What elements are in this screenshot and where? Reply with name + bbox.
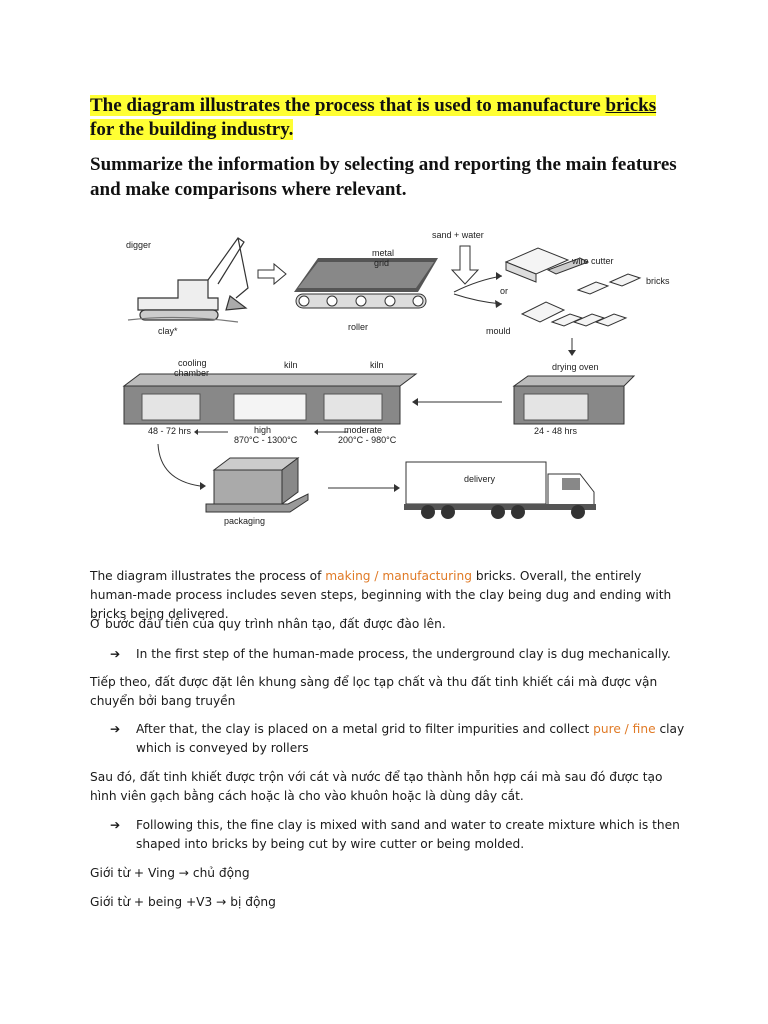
label-sand-water: sand + water	[432, 230, 484, 240]
label-moderate-temp: 200°C - 980°C	[338, 435, 397, 445]
task-prompt: Summarize the information by selecting and reporting the main features and make comparisons where relevant.	[90, 154, 677, 200]
label-grid: grid	[374, 258, 390, 268]
arrow-to-mould	[454, 294, 502, 304]
label-high-temp: 870°C - 1300°C	[234, 435, 298, 445]
label-high: high	[254, 425, 272, 435]
label-cooling-time: 48 - 72 hrs	[148, 426, 192, 436]
task-heading	[90, 94, 690, 142]
grammar-note-active: Giới từ + Ving → chủ động	[90, 866, 250, 880]
heading-line-1	[90, 95, 656, 116]
arrow-head-6	[314, 429, 318, 435]
arrow-head-7	[200, 482, 206, 490]
label-or: or	[500, 286, 509, 296]
label-digger: digger	[126, 240, 152, 250]
wire-cutter-illustration	[506, 248, 640, 294]
heading-text-1: The diagram illustrates the process that is used to manufacture	[90, 95, 606, 116]
arrow-right-icon: ➔	[110, 722, 121, 736]
bullet-3-text: Following this, the fine clay is mixed with sand and water to create mixture which is then shaped into bricks by being cut by wire cutter or being molded.	[136, 818, 680, 851]
arrow-right-icon: ➔	[110, 818, 121, 832]
heading-line-2: for the building industry.	[90, 119, 294, 140]
kiln-cooling-box	[124, 374, 416, 424]
arrow-head-1	[496, 272, 502, 280]
arrow-head-3	[568, 350, 576, 356]
label-cooling: cooling	[178, 358, 207, 368]
label-roller: roller	[348, 322, 369, 332]
heading-underlined-word: bricks	[605, 95, 657, 116]
label-drying-oven: drying oven	[552, 362, 599, 372]
bullet-1-text: In the first step of the human-made process, the underground clay is dug mechanically.	[136, 647, 671, 661]
arrow-head-4	[412, 398, 418, 406]
p1-text-a: The diagram illustrates the process of	[90, 569, 326, 583]
arrow-right-icon: ➔	[110, 647, 121, 661]
diagram-svg	[118, 218, 678, 534]
label-bricks: bricks	[646, 276, 670, 286]
arrow-head-5	[194, 429, 198, 435]
label-clay: clay*	[158, 326, 178, 336]
delivery-truck-illustration	[404, 462, 596, 519]
paragraph-vn-1: Ở bước đầu tiên của quy trình nhân tạo, đất được đào lên.	[90, 617, 446, 631]
bullet-2-text	[136, 720, 696, 758]
b2-text-a: After that, the clay is placed on a metal grid to filter impurities and collect	[136, 722, 594, 736]
digger-illustration	[128, 238, 248, 322]
metal-grid-illustration	[294, 258, 438, 308]
arrow-sand-water	[452, 246, 478, 284]
p1-text-b: bricks. Overall, the entirely human-made process includes seven steps, beginning with the clay being dug and ending with bricks being delivered.	[90, 569, 672, 621]
label-mould: mould	[486, 326, 511, 336]
label-moderate: moderate	[344, 425, 383, 435]
grammar-note-passive: Giới từ + being +V3 → bị động	[90, 895, 276, 909]
label-chamber: chamber	[174, 368, 210, 378]
label-kiln-high: kiln	[284, 360, 298, 370]
p1-accent: making / manufacturing	[325, 569, 473, 583]
packaging-illustration	[206, 458, 308, 512]
paragraph-vn-2: Tiếp theo, đất được đặt lên khung sàng để lọc tạp chất và thu đất tinh khiết cái mà được vận chuyển bởi bang truyền	[90, 675, 658, 708]
paragraph-vn-3: Sau đó, đất tinh khiết được trộn với cát và nước để tạo thành hỗn hợp cái mà sau đó được tạo hình viên gạch bằng cách hoặc là cho vào khuôn hoặc là dùng dây cắt.	[90, 770, 663, 803]
label-packaging: packaging	[224, 516, 266, 526]
arrow-head-2	[495, 300, 502, 308]
label-drying-time: 24 - 48 hrs	[534, 426, 578, 436]
arrow-head-8	[394, 484, 400, 492]
label-metal: metal	[372, 248, 395, 258]
label-kiln-moderate: kiln	[370, 360, 384, 370]
label-wire-cutter: wire cutter	[572, 256, 614, 266]
brick-process-diagram	[118, 218, 678, 534]
b2-accent: pure / fine	[593, 722, 656, 736]
arrow-to-packaging	[158, 444, 200, 486]
drying-oven-box	[514, 376, 634, 424]
arrow-digger-to-grid	[258, 264, 286, 284]
label-delivery: delivery	[464, 474, 496, 484]
mould-illustration	[522, 302, 626, 326]
b2-text-b: clay which is conveyed by rollers	[136, 722, 685, 755]
